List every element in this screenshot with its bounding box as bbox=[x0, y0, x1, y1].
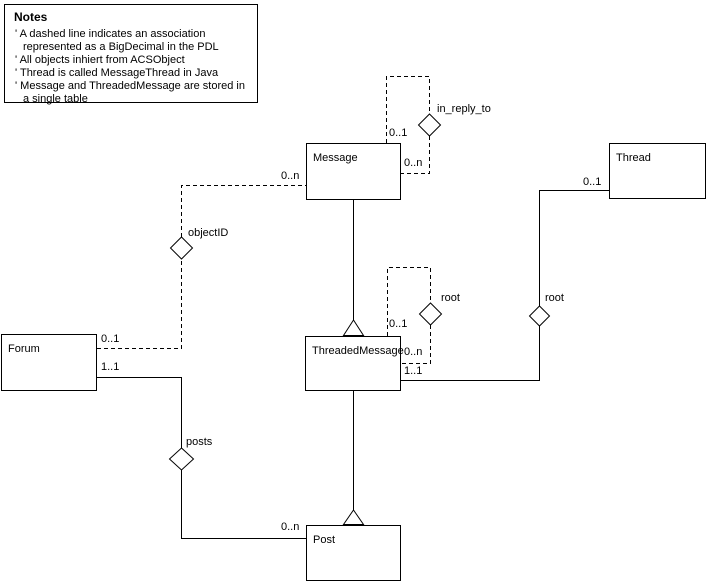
multiplicity-thread-01: 0..1 bbox=[583, 176, 602, 188]
notes-box bbox=[4, 4, 258, 103]
generalization-threadedmessage-message bbox=[344, 199, 364, 336]
entity-threadedmessage bbox=[305, 336, 404, 391]
multiplicity-message-loop-01: 0..1 bbox=[389, 127, 408, 139]
note-item: ' A dashed line indicates an association represented as a BigDecimal in the PDL bbox=[15, 28, 219, 53]
association-objectid bbox=[97, 186, 306, 349]
entity-label: Forum bbox=[8, 343, 40, 355]
aggregation-diamond-icon bbox=[420, 303, 442, 325]
entity-label: Post bbox=[313, 534, 336, 546]
note-item: ' Message and ThreadedMessage are stored in a single table bbox=[15, 80, 245, 105]
multiplicity-tm-root-11: 1..1 bbox=[404, 365, 423, 377]
multiplicity-forum-objectid-01: 0..1 bbox=[101, 333, 120, 345]
association-posts bbox=[97, 378, 306, 539]
bullet-icon: ' bbox=[15, 54, 18, 66]
generalization-arrow-icon bbox=[344, 320, 364, 336]
generalization-arrow-icon bbox=[344, 510, 364, 525]
notes-title: Notes bbox=[14, 10, 48, 24]
association-label-posts: posts bbox=[186, 436, 213, 448]
entity-message bbox=[306, 143, 401, 200]
note-item: ' All objects inhiert from ACSObject bbox=[15, 54, 185, 66]
association-label-root-self: root bbox=[441, 292, 460, 304]
multiplicity-forum-posts-11: 1..1 bbox=[101, 361, 120, 373]
entity-thread bbox=[609, 143, 706, 199]
bullet-icon: ' bbox=[15, 80, 18, 92]
association-label-objectid: objectID bbox=[188, 227, 229, 239]
association-root-thread bbox=[401, 191, 609, 381]
entity-forum bbox=[1, 334, 97, 391]
entity-label: ThreadedMessage bbox=[312, 345, 404, 357]
bullet-icon: ' bbox=[15, 67, 18, 79]
bullet-icon: ' bbox=[15, 28, 18, 40]
multiplicity-message-objectid-0n: 0..n bbox=[281, 170, 300, 182]
multiplicity-message-loop-0n: 0..n bbox=[404, 157, 423, 169]
multiplicity-tm-loop-0n: 0..n bbox=[404, 346, 423, 358]
aggregation-diamond-icon bbox=[530, 306, 550, 326]
note-item: ' Thread is called MessageThread in Java bbox=[15, 67, 219, 79]
multiplicity-post-0n: 0..n bbox=[281, 521, 300, 533]
entity-label: Message bbox=[313, 152, 358, 164]
association-label-root-thread: root bbox=[545, 292, 564, 304]
entity-post bbox=[306, 525, 401, 581]
multiplicity-tm-loop-01: 0..1 bbox=[389, 318, 408, 330]
aggregation-diamond-icon bbox=[171, 237, 193, 259]
generalization-post-threadedmessage bbox=[344, 391, 364, 525]
aggregation-diamond-icon bbox=[419, 114, 441, 136]
association-label-in-reply-to: in_reply_to bbox=[437, 103, 491, 115]
aggregation-diamond-icon bbox=[170, 448, 194, 470]
entity-label: Thread bbox=[616, 152, 651, 164]
